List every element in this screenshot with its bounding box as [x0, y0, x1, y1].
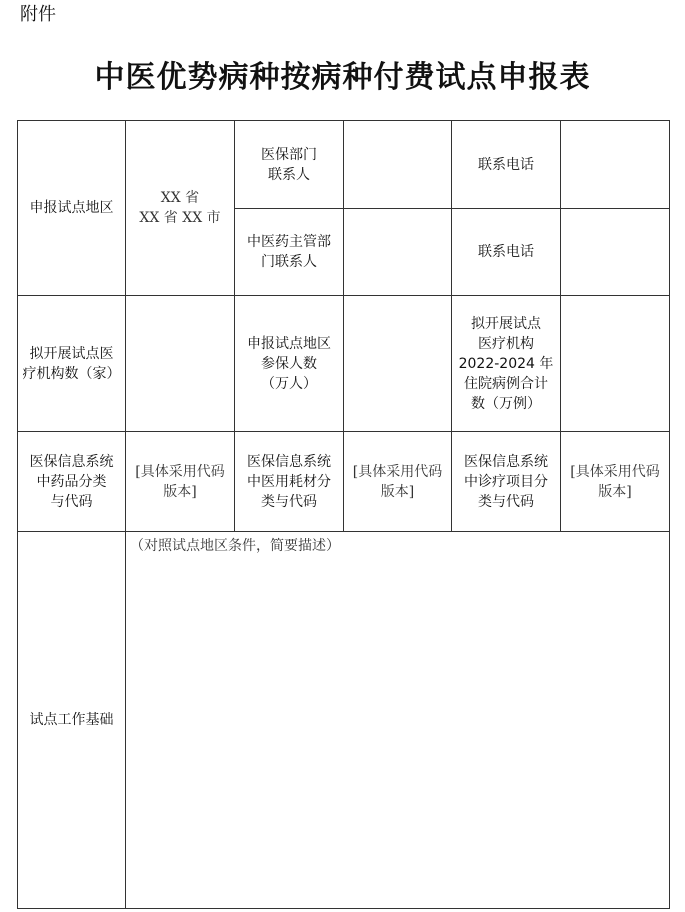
- diagnosis-code-label: 医保信息系统 中诊疗项目分 类与代码: [452, 432, 561, 532]
- material-code-label: 医保信息系统 中医用耗材分 类与代码: [235, 432, 344, 532]
- insurance-contact-label: 医保部门 联系人: [235, 121, 344, 209]
- tcm-phone-label: 联系电话: [452, 209, 561, 296]
- page-title: 中医优势病种按病种付费试点申报表: [94, 60, 591, 95]
- region-value[interactable]: XX 省 XX 省 XX 市: [126, 121, 235, 296]
- tcm-contact-label: 中医药主管部 门联系人: [235, 209, 344, 296]
- institution-count-label: 拟开展试点医 疗机构数（家）: [18, 296, 126, 432]
- annex-label: 附件: [20, 4, 56, 25]
- drug-code-field[interactable]: [具体采用代码 版本]: [126, 432, 235, 532]
- institution-count-field[interactable]: [126, 296, 235, 432]
- diagnosis-code-field[interactable]: [具体采用代码 版本]: [561, 432, 670, 532]
- insurance-contact-field[interactable]: [344, 121, 452, 209]
- material-code-field[interactable]: [具体采用代码 版本]: [344, 432, 452, 532]
- case-total-field[interactable]: [561, 296, 670, 432]
- insured-count-label: 申报试点地区 参保人数 （万人）: [235, 296, 344, 432]
- region-label: 申报试点地区: [18, 121, 126, 296]
- insured-count-field[interactable]: [344, 296, 452, 432]
- case-total-label: 拟开展试点 医疗机构 2022-2024 年 住院病例合计 数（万例）: [452, 296, 561, 432]
- tcm-phone-field[interactable]: [561, 209, 670, 296]
- work-basis-label: 试点工作基础: [18, 532, 126, 909]
- tcm-contact-field[interactable]: [344, 209, 452, 296]
- application-form-table: [17, 120, 670, 909]
- work-basis-field[interactable]: （对照试点地区条件，简要描述）: [126, 532, 670, 909]
- insurance-phone-label: 联系电话: [452, 121, 561, 209]
- drug-code-label: 医保信息系统 中药品分类 与代码: [18, 432, 126, 532]
- insurance-phone-field[interactable]: [561, 121, 670, 209]
